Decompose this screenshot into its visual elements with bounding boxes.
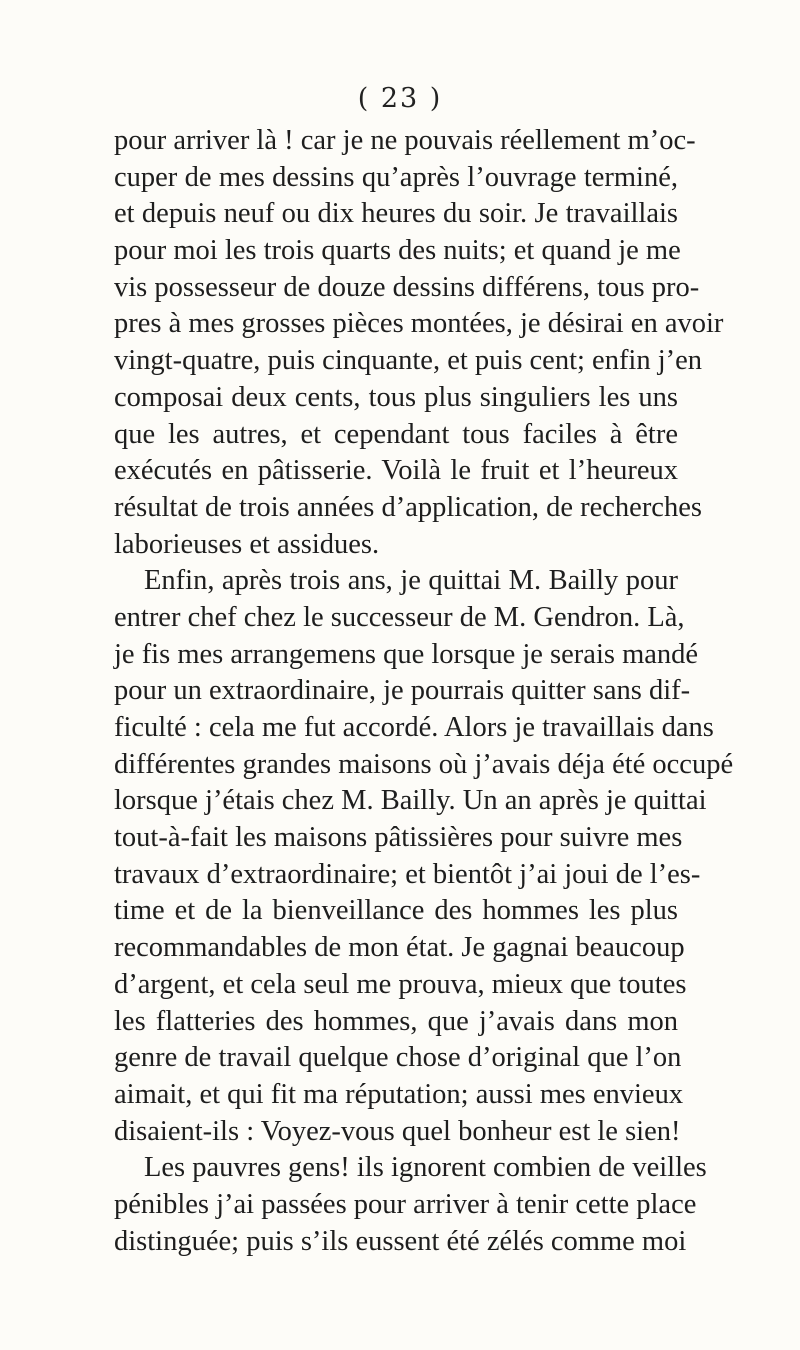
text-line: lorsque j’étais chez M. Bailly. Un an après je quittai [114, 785, 707, 817]
text-line: entrer chef chez le successeur de M. Gendron. Là, [114, 601, 685, 633]
page-number: ( 23 ) [357, 83, 443, 114]
text-line: cuper de mes dessins qu’après l’ouvrage terminé, [114, 161, 678, 193]
text-line: disaient-ils : Voyez-vous quel bonheur est le sien! [114, 1115, 681, 1147]
text-line: vingt-quatre, puis cinquante, et puis cent; enfin j’en [114, 345, 703, 377]
paragraph-start-line: Les pauvres gens! ils ignorent combien de veilles [144, 1152, 707, 1184]
text-line: d’argent, et cela seul me prouva, mieux que toutes [114, 968, 687, 1000]
text-line: ficulté : cela me fut accordé. Alors je travaillais dans [114, 712, 714, 743]
text-line: pres à mes grosses pièces montées, je désirai en avoir [114, 308, 724, 340]
text-line: pénibles j’ai passées pour arriver à tenir cette place [114, 1188, 697, 1220]
text-line: pour arriver là ! car je ne pouvais réellement m’oc- [114, 125, 696, 156]
text-line: genre de travail quelque chose d’original que l’on [114, 1042, 682, 1074]
text-line: exécutés en pâtisserie. Voilà le fruit et l’heureux [114, 455, 678, 487]
paragraph-end-line: laborieuses et assidues. [114, 528, 380, 560]
text-line: vis possesseur de douze dessins différens, tous pro- [114, 271, 700, 303]
text-line: résultat de trois années d’application, de recherches [114, 491, 702, 523]
paragraph-start-line: Enfin, après trois ans, je quittai M. Bailly pour [144, 565, 678, 597]
text-line: et depuis neuf ou dix heures du soir. Je travaillais [114, 198, 678, 230]
text-line: pour moi les trois quarts des nuits; et quand je me [114, 235, 681, 267]
text-line: aimait, et qui fit ma réputation; aussi mes envieux [114, 1078, 684, 1110]
text-line: composai deux cents, tous plus singuliers les uns [114, 381, 678, 413]
text-line: que les autres, et cependant tous faciles à être [114, 418, 678, 450]
text-line: travaux d’extraordinaire; et bientôt j’ai joui de l’es- [114, 858, 701, 890]
text-line: tout-à-fait les maisons pâtissières pour suivre mes [114, 822, 683, 854]
text-line: recommandables de mon état. Je gagnai beaucoup [114, 932, 685, 964]
text-line: différentes grandes maisons où j’avais déja été occupé [114, 748, 734, 780]
text-line: je fis mes arrangemens que lorsque je serais mandé [114, 638, 699, 670]
body-text [114, 123, 734, 1260]
text-line: distinguée; puis s’ils eussent été zélés comme moi [114, 1225, 687, 1257]
text-line: les flatteries des hommes, que j’avais dans mon [114, 1005, 678, 1037]
text-line: time et de la bienveillance des hommes les plus [114, 895, 678, 927]
text-line: pour un extraordinaire, je pourrais quitter sans dif- [114, 675, 691, 707]
